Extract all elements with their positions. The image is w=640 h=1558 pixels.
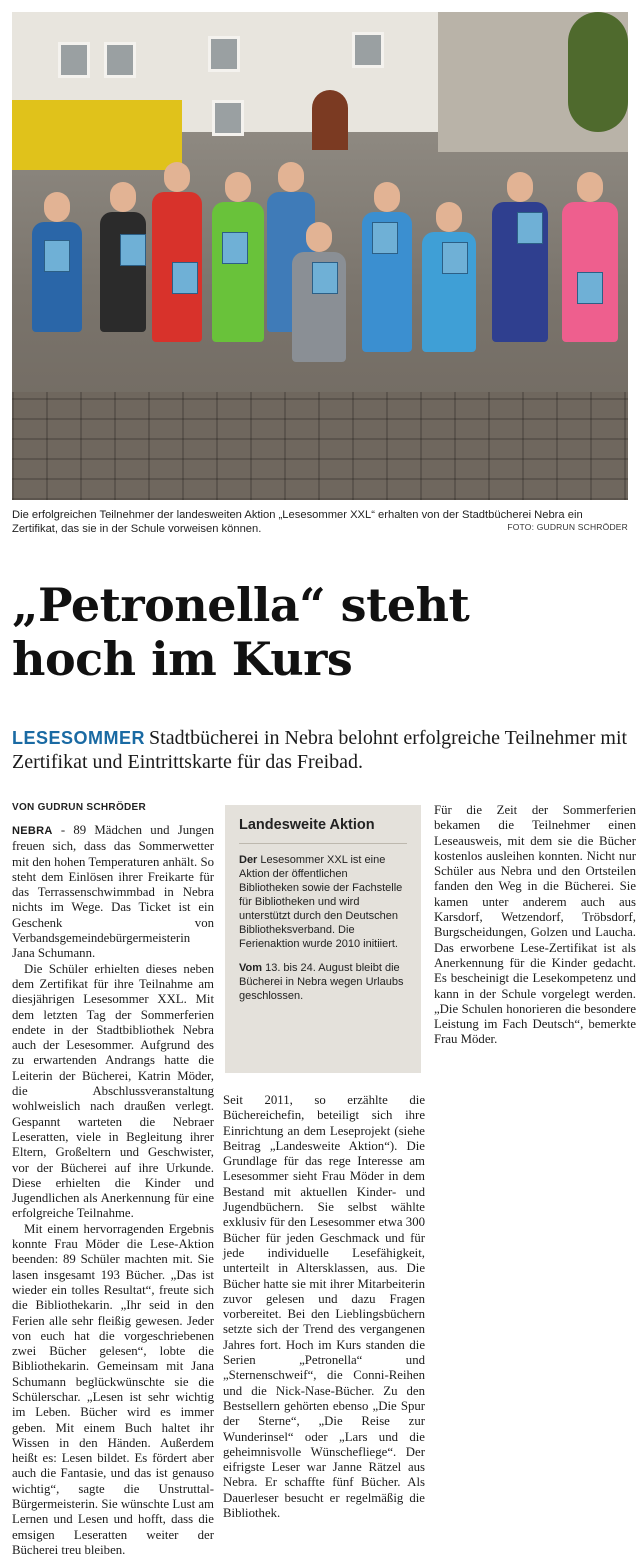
tree (568, 12, 628, 132)
info-box (225, 805, 421, 1073)
info-box-paragraph: Der Lesesommer XXL ist eine Aktion der öffentlichen Bibliotheken sowie der Fachstelle für Bibliotheken und wird unterstützt durch den Deutschen Bibliotheksverband. Die Ferienaktion wurde 2010 initiiert. (239, 854, 403, 950)
certificate (442, 242, 468, 274)
article-paragraph: Die Schüler erhielten dieses neben dem Zertifikat für ihre Teilnahme am diesjährigen Lesesommer XXL. Mit dem letzten Tag der Sommerferien endete in der Stadtbibliothek Nebra auch der Lesesommer. Aufgrund des zu erwartenden Andrangs hatte die Leiterin der Bücherei, Katrin Möder, die Abschlussveranstaltung wohlweislich nach draußen verlegt. Gespannt warteten die Nebraer Leseratten, viele in Begleitung ihrer Eltern, Großeltern und Geschwister, vor der Bücherei auf ihre Urkunde. Diese erhielten die Kinder und Jugendlichen als Anerkennung für eine erfolgreiche Teilnahme. (12, 961, 214, 1221)
article-column-3 (434, 803, 636, 1048)
certificate (312, 262, 338, 294)
child (212, 202, 264, 342)
window (208, 36, 240, 72)
certificate (222, 232, 248, 264)
article-paragraph: Seit 2011, so erzählte die Büchereichefin, beteiligt sich ihre Einrichtung an dem Leseprojekt (siehe Beitrag „Landesweite Aktion“). Die Grundlage für das rege Interesse am Lesesommer sieht Frau Möder in dem Bestand mit aktuellen Kinder- und Jugendbüchern. Sie selbst wählte exklusiv für den Lesesommer etwa 300 Bücher für jeden Geschmack und für jede individuelle Lesefähigkeit, unterteilt in Altersklassen, aus. Die Bücher hatte sie mit ihrer Mitarbeiterin zuvor gelesen und dazu Fragen vorbereitet. Bei den Lieblingsbüchern setzte sich der Trend des vergangenen Jahres fort. Hoch im Kurs standen die Serien „Petronella“ und „Sternenschweif“, die Conni-Reihen und die Nick-Nase-Bücher. Zu den Bestsellern gehörten ebenso „Die Spur der Sterne“, „Die Reise zur Wunderinsel“ oder „Lars und die geheimnisvolle Wünschefliege“. Der eifrigste Leser war Janne Rätzel aus Nebra. Er schaffte fünf Bücher. Als Dauerleser besucht er regelmäßig die Bibliothek. (223, 1093, 425, 1521)
info-box-title: Landesweite Aktion (239, 817, 375, 833)
headline (12, 578, 632, 686)
group-photo (12, 12, 628, 500)
window (58, 42, 90, 78)
certificate (577, 272, 603, 304)
byline: VON GUDRUN SCHRÖDER (12, 802, 147, 813)
child (100, 212, 146, 332)
subheadline-text: Stadtbücherei in Nebra belohnt erfolgreiche Teilnehmer mit Zertifikat und Eintrittskarte für das Freibad. (12, 727, 628, 773)
article-column-2 (223, 1093, 425, 1521)
photo-credit: FOTO: GUDRUN SCHRÖDER (507, 522, 628, 532)
section-kicker: LESESOMMER (12, 728, 146, 748)
certificate (120, 234, 146, 266)
headline-line-2: hoch im Kurs (12, 632, 353, 686)
certificate (517, 212, 543, 244)
article-paragraph: Für die Zeit der Sommerferien bekamen die Teilnehmer einen Leseausweis, mit dem sie die Bücher kostenlos ausleihen konnten. Nicht nur Schüler aus Nebra und den Ortsteilen fanden den Weg in die Bücherei. Sie kamen unter anderem auch aus Karsdorf, Wetzendorf, Tröbsdorf, Burgscheidungen, Golzen und Laucha. Das erworbene Lese-Zertifikat ist als Anerkennung für die Kinder gedacht. Es bescheinigt die Lesekompetenz und kann in der Schule vorgelegt werden. „Die Schulen honorieren die besondere Leistung im Fach Deutsch“, bemerkte Frau Möder. (434, 803, 636, 1047)
certificate (172, 262, 198, 294)
children-group (22, 122, 622, 422)
article-paragraph: NEBRA - 89 Mädchen und Jungen freuen sich, dass das Sommerwetter mit den hohen Temperaturen anhält. So steht dem Einlösen ihrer Freikarte für das Terrassenschwimmbad in Nebra nichts im Wege. Das Ticket ist ein Geschenk von Verbandsgemeindebürgermeisterin Jana Schumann. (12, 823, 214, 961)
info-box-paragraph: Vom 13. bis 24. August bleibt die Bücherei in Nebra wegen Urlaubs geschlossen. (239, 962, 404, 1002)
subheadline (12, 726, 632, 774)
article-column-1 (12, 823, 214, 1558)
window (104, 42, 136, 78)
headline-line-1: „Petronella“ steht (12, 578, 470, 632)
certificate (372, 222, 398, 254)
article-paragraph: Mit einem hervorragenden Ergebnis konnte Frau Möder die Lese-Aktion beenden: 89 Schüler machten mit. Sie lasen insgesamt 193 Bücher. „Das ist wieder ein tolles Resultat“, freute sich die Bibliothekarin. „Ihr seid in den Ferien alle sehr fleißig gewesen. Jeder von euch hat die vorgeschriebenen zwei Bücher gelesen“, lobte die Bibliothekarin. Gemeinsam mit Jana Schumann beglückwünschte sie die Schülerschar. „Lesen ist sehr wichtig im Leben. Bücher wird es immer geben. Mit einem Buch haltet ihr Wissen in den Händen. Außerdem heißt es: Lesen bildet. Es fördert aber auch die Fantasie, und das ist genauso wichtig“, sagte die Unstruttal-Bürgermeisterin. Sie wünschte Lust am Lernen und Lesen und hofft, dass die emsigen Leseratten weiter der Bücherei treu bleiben. (12, 1221, 214, 1557)
certificate (44, 240, 70, 272)
child (32, 222, 82, 332)
photo-caption: Die erfolgreichen Teilnehmer der landesweiten Aktion „Lesesommer XXL“ erhalten von der Stadtbücherei Nebra ein Zertifikat, das sie in der Schule vorweisen können. (12, 509, 583, 535)
window (352, 32, 384, 68)
dateline: NEBRA (12, 825, 53, 837)
info-box-divider (239, 843, 407, 844)
